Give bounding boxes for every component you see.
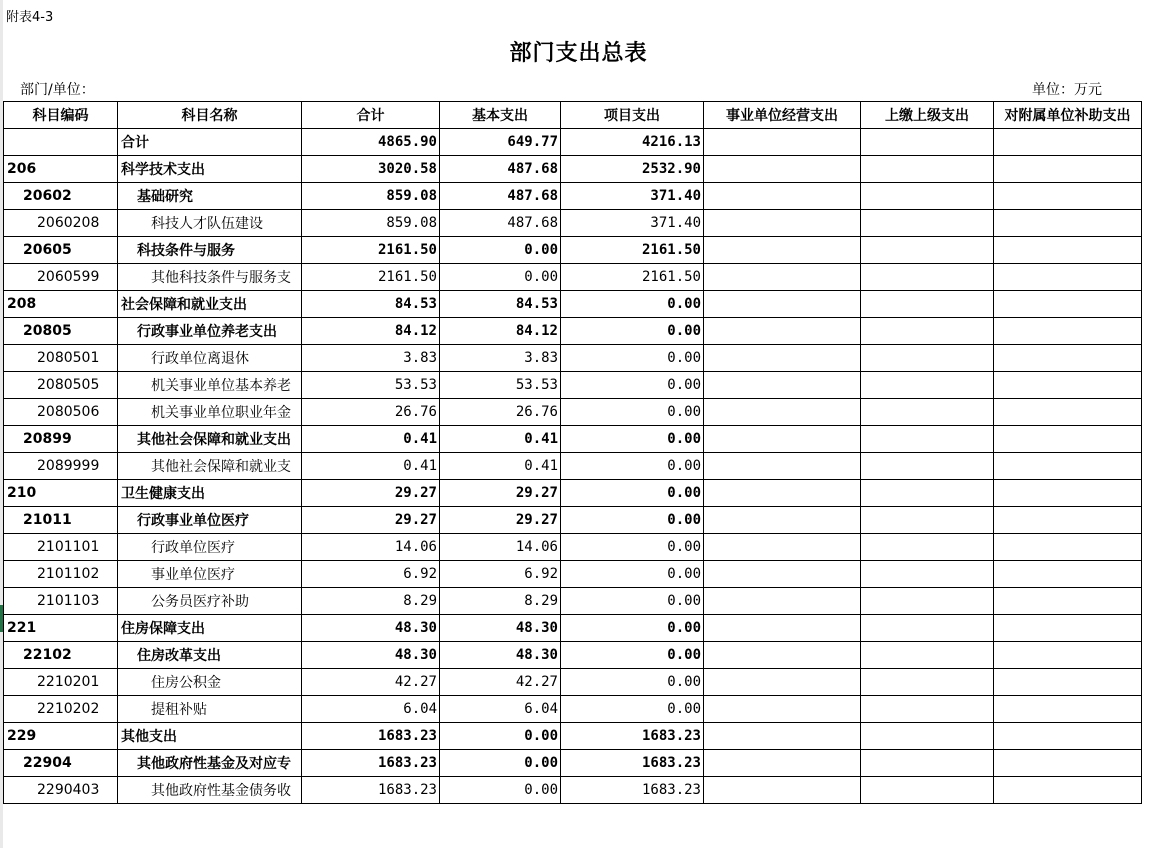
superior-cell[interactable] [861, 669, 994, 696]
business-cell[interactable] [704, 345, 861, 372]
business-cell[interactable] [704, 156, 861, 183]
project-cell[interactable]: 0.00 [561, 615, 704, 642]
basic-cell[interactable]: 48.30 [440, 642, 561, 669]
table-row [4, 723, 1142, 750]
superior-cell[interactable] [861, 399, 994, 426]
superior-cell[interactable] [861, 156, 994, 183]
project-cell[interactable]: 1683.23 [561, 723, 704, 750]
subsidy-cell[interactable] [994, 480, 1142, 507]
superior-cell[interactable] [861, 210, 994, 237]
basic-cell[interactable]: 649.77 [440, 129, 561, 156]
table-row [4, 426, 1142, 453]
unit-label: 单位：万元 [1032, 82, 1102, 98]
basic-cell[interactable]: 29.27 [440, 480, 561, 507]
basic-cell[interactable]: 0.00 [440, 237, 561, 264]
project-cell[interactable]: 371.40 [561, 183, 704, 210]
header-basic[interactable]: 基本支出 [440, 102, 561, 129]
page-title: 部门支出总表 [509, 41, 648, 66]
basic-cell[interactable]: 29.27 [440, 507, 561, 534]
subsidy-cell[interactable] [994, 777, 1142, 804]
basic-cell[interactable]: 0.00 [440, 264, 561, 291]
basic-cell[interactable]: 42.27 [440, 669, 561, 696]
total-cell[interactable]: 48.30 [302, 642, 440, 669]
code-cell[interactable]: 221 [4, 615, 118, 642]
basic-cell[interactable]: 0.00 [440, 750, 561, 777]
subsidy-cell[interactable] [994, 318, 1142, 345]
table-row [4, 750, 1142, 777]
total-cell[interactable]: 4865.90 [302, 129, 440, 156]
business-cell[interactable] [704, 642, 861, 669]
table-row [4, 156, 1142, 183]
table-row [4, 345, 1142, 372]
superior-cell[interactable] [861, 264, 994, 291]
subsidy-cell[interactable] [994, 507, 1142, 534]
superior-cell[interactable] [861, 237, 994, 264]
name-cell[interactable]: 提租补贴 [118, 696, 302, 723]
superior-cell[interactable] [861, 507, 994, 534]
total-cell[interactable]: 859.08 [302, 210, 440, 237]
subsidy-cell[interactable] [994, 183, 1142, 210]
sheet-label: 附表4-3 [6, 10, 54, 25]
project-cell[interactable]: 0.00 [561, 588, 704, 615]
project-cell[interactable]: 0.00 [561, 669, 704, 696]
total-cell[interactable]: 859.08 [302, 183, 440, 210]
basic-cell[interactable]: 0.00 [440, 777, 561, 804]
code-cell[interactable]: 20899 [4, 426, 118, 453]
code-cell[interactable]: 206 [4, 156, 118, 183]
subsidy-cell[interactable] [994, 237, 1142, 264]
basic-cell[interactable]: 84.12 [440, 318, 561, 345]
business-cell[interactable] [704, 318, 861, 345]
name-cell[interactable]: 住房公积金 [118, 669, 302, 696]
subsidy-cell[interactable] [994, 588, 1142, 615]
subsidy-cell[interactable] [994, 291, 1142, 318]
header-project[interactable]: 项目支出 [561, 102, 704, 129]
table-row [4, 183, 1142, 210]
code-cell[interactable]: 20602 [4, 183, 118, 210]
subsidy-cell[interactable] [994, 156, 1142, 183]
code-cell[interactable]: 208 [4, 291, 118, 318]
name-cell[interactable]: 行政单位离退休 [118, 345, 302, 372]
dept-label: 部门/单位： [20, 82, 95, 98]
subsidy-cell[interactable] [994, 210, 1142, 237]
business-cell[interactable] [704, 237, 861, 264]
code-cell[interactable]: 2080501 [4, 345, 118, 372]
total-cell[interactable]: 14.06 [302, 534, 440, 561]
name-cell[interactable]: 其他政府性基金及对应专 [118, 750, 302, 777]
name-cell[interactable]: 科技人才队伍建设 [118, 210, 302, 237]
code-cell[interactable]: 2089999 [4, 453, 118, 480]
table-row [4, 642, 1142, 669]
project-cell[interactable]: 0.00 [561, 561, 704, 588]
name-cell[interactable]: 卫生健康支出 [118, 480, 302, 507]
code-cell[interactable]: 2290403 [4, 777, 118, 804]
project-cell[interactable]: 2161.50 [561, 264, 704, 291]
superior-cell[interactable] [861, 777, 994, 804]
table-row [4, 237, 1142, 264]
project-cell[interactable]: 0.00 [561, 291, 704, 318]
basic-cell[interactable]: 8.29 [440, 588, 561, 615]
code-cell[interactable]: 210 [4, 480, 118, 507]
business-cell[interactable] [704, 183, 861, 210]
table-row [4, 480, 1142, 507]
code-cell[interactable]: 2060599 [4, 264, 118, 291]
superior-cell[interactable] [861, 588, 994, 615]
project-cell[interactable]: 2161.50 [561, 237, 704, 264]
superior-cell[interactable] [861, 183, 994, 210]
superior-cell[interactable] [861, 723, 994, 750]
table-row [4, 615, 1142, 642]
code-cell[interactable]: 2210201 [4, 669, 118, 696]
superior-cell[interactable] [861, 129, 994, 156]
total-cell[interactable]: 42.27 [302, 669, 440, 696]
project-cell[interactable]: 0.00 [561, 399, 704, 426]
business-cell[interactable] [704, 480, 861, 507]
superior-cell[interactable] [861, 453, 994, 480]
project-cell[interactable]: 1683.23 [561, 777, 704, 804]
subsidy-cell[interactable] [994, 129, 1142, 156]
basic-cell[interactable]: 26.76 [440, 399, 561, 426]
table-row [4, 291, 1142, 318]
header-subsidy[interactable]: 对附属单位补助支出 [994, 102, 1142, 129]
project-cell[interactable]: 0.00 [561, 426, 704, 453]
name-cell[interactable]: 住房保障支出 [118, 615, 302, 642]
subsidy-cell[interactable] [994, 723, 1142, 750]
table-row [4, 507, 1142, 534]
superior-cell[interactable] [861, 291, 994, 318]
business-cell[interactable] [704, 777, 861, 804]
name-cell[interactable]: 其他社会保障和就业支出 [118, 426, 302, 453]
business-cell[interactable] [704, 561, 861, 588]
code-cell[interactable]: 2060208 [4, 210, 118, 237]
basic-cell[interactable]: 0.41 [440, 426, 561, 453]
expenditure-table [3, 101, 1142, 804]
name-cell[interactable]: 机关事业单位基本养老 [118, 372, 302, 399]
table-row [4, 696, 1142, 723]
code-cell[interactable]: 22102 [4, 642, 118, 669]
subsidy-cell[interactable] [994, 642, 1142, 669]
total-cell[interactable]: 2161.50 [302, 237, 440, 264]
name-cell[interactable]: 科学技术支出 [118, 156, 302, 183]
code-cell[interactable]: 2101101 [4, 534, 118, 561]
table-row [4, 588, 1142, 615]
total-cell[interactable]: 3.83 [302, 345, 440, 372]
table-row [4, 669, 1142, 696]
basic-cell[interactable]: 6.04 [440, 696, 561, 723]
project-cell[interactable]: 371.40 [561, 210, 704, 237]
total-cell[interactable]: 1683.23 [302, 723, 440, 750]
business-cell[interactable] [704, 669, 861, 696]
total-cell[interactable]: 8.29 [302, 588, 440, 615]
total-cell[interactable]: 6.04 [302, 696, 440, 723]
superior-cell[interactable] [861, 480, 994, 507]
subsidy-cell[interactable] [994, 426, 1142, 453]
project-cell[interactable]: 0.00 [561, 318, 704, 345]
total-cell[interactable]: 0.41 [302, 426, 440, 453]
superior-cell[interactable] [861, 561, 994, 588]
name-cell[interactable]: 科技条件与服务 [118, 237, 302, 264]
subsidy-cell[interactable] [994, 669, 1142, 696]
table-row [4, 534, 1142, 561]
name-cell[interactable]: 其他科技条件与服务支 [118, 264, 302, 291]
project-cell[interactable]: 1683.23 [561, 750, 704, 777]
business-cell[interactable] [704, 696, 861, 723]
project-cell[interactable]: 0.00 [561, 507, 704, 534]
total-cell[interactable]: 6.92 [302, 561, 440, 588]
business-cell[interactable] [704, 426, 861, 453]
name-cell[interactable]: 其他支出 [118, 723, 302, 750]
name-cell[interactable]: 公务员医疗补助 [118, 588, 302, 615]
subsidy-cell[interactable] [994, 264, 1142, 291]
basic-cell[interactable]: 53.53 [440, 372, 561, 399]
basic-cell[interactable]: 487.68 [440, 183, 561, 210]
total-cell[interactable]: 1683.23 [302, 777, 440, 804]
total-cell[interactable]: 84.53 [302, 291, 440, 318]
superior-cell[interactable] [861, 750, 994, 777]
table-row [4, 777, 1142, 804]
total-cell[interactable]: 29.27 [302, 507, 440, 534]
total-cell[interactable]: 0.41 [302, 453, 440, 480]
name-cell[interactable]: 行政单位医疗 [118, 534, 302, 561]
business-cell[interactable] [704, 264, 861, 291]
code-cell[interactable]: 20805 [4, 318, 118, 345]
total-cell[interactable]: 3020.58 [302, 156, 440, 183]
subsidy-cell[interactable] [994, 534, 1142, 561]
table-row [4, 561, 1142, 588]
name-cell[interactable]: 合计 [118, 129, 302, 156]
total-cell[interactable]: 26.76 [302, 399, 440, 426]
code-cell[interactable]: 21011 [4, 507, 118, 534]
business-cell[interactable] [704, 588, 861, 615]
subsidy-cell[interactable] [994, 372, 1142, 399]
business-cell[interactable] [704, 615, 861, 642]
basic-cell[interactable]: 487.68 [440, 210, 561, 237]
name-cell[interactable]: 其他政府性基金债务收 [118, 777, 302, 804]
subsidy-cell[interactable] [994, 615, 1142, 642]
header-code[interactable]: 科目编码 [4, 102, 118, 129]
basic-cell[interactable]: 6.92 [440, 561, 561, 588]
business-cell[interactable] [704, 399, 861, 426]
basic-cell[interactable]: 14.06 [440, 534, 561, 561]
name-cell[interactable]: 基础研究 [118, 183, 302, 210]
superior-cell[interactable] [861, 345, 994, 372]
superior-cell[interactable] [861, 696, 994, 723]
basic-cell[interactable]: 0.41 [440, 453, 561, 480]
project-cell[interactable]: 0.00 [561, 453, 704, 480]
business-cell[interactable] [704, 372, 861, 399]
code-cell[interactable]: 2210202 [4, 696, 118, 723]
superior-cell[interactable] [861, 426, 994, 453]
total-cell[interactable]: 2161.50 [302, 264, 440, 291]
total-cell[interactable]: 84.12 [302, 318, 440, 345]
table-row [4, 264, 1142, 291]
business-cell[interactable] [704, 210, 861, 237]
business-cell[interactable] [704, 129, 861, 156]
subsidy-cell[interactable] [994, 750, 1142, 777]
name-cell[interactable]: 社会保障和就业支出 [118, 291, 302, 318]
name-cell[interactable]: 事业单位医疗 [118, 561, 302, 588]
business-cell[interactable] [704, 507, 861, 534]
table-row [4, 210, 1142, 237]
subsidy-cell[interactable] [994, 345, 1142, 372]
superior-cell[interactable] [861, 615, 994, 642]
header-name[interactable]: 科目名称 [118, 102, 302, 129]
table-row [4, 399, 1142, 426]
header-business[interactable]: 事业单位经营支出 [704, 102, 861, 129]
superior-cell[interactable] [861, 372, 994, 399]
code-cell[interactable]: 229 [4, 723, 118, 750]
project-cell[interactable]: 2532.90 [561, 156, 704, 183]
subsidy-cell[interactable] [994, 561, 1142, 588]
project-cell[interactable]: 4216.13 [561, 129, 704, 156]
subsidy-cell[interactable] [994, 453, 1142, 480]
code-cell[interactable]: 2101103 [4, 588, 118, 615]
name-cell[interactable]: 住房改革支出 [118, 642, 302, 669]
project-cell[interactable]: 0.00 [561, 534, 704, 561]
superior-cell[interactable] [861, 318, 994, 345]
code-cell[interactable] [4, 129, 118, 156]
subsidy-cell[interactable] [994, 696, 1142, 723]
project-cell[interactable]: 0.00 [561, 345, 704, 372]
header-total[interactable]: 合计 [302, 102, 440, 129]
basic-cell[interactable]: 487.68 [440, 156, 561, 183]
header-row [4, 102, 1142, 129]
basic-cell[interactable]: 0.00 [440, 723, 561, 750]
basic-cell[interactable]: 84.53 [440, 291, 561, 318]
basic-cell[interactable]: 48.30 [440, 615, 561, 642]
basic-cell[interactable]: 3.83 [440, 345, 561, 372]
total-cell[interactable]: 1683.23 [302, 750, 440, 777]
name-cell[interactable]: 行政事业单位医疗 [118, 507, 302, 534]
total-cell[interactable]: 48.30 [302, 615, 440, 642]
table-row [4, 129, 1142, 156]
code-cell[interactable]: 2080505 [4, 372, 118, 399]
business-cell[interactable] [704, 750, 861, 777]
table-row [4, 372, 1142, 399]
project-cell[interactable]: 0.00 [561, 642, 704, 669]
total-cell[interactable]: 29.27 [302, 480, 440, 507]
table-row [4, 318, 1142, 345]
project-cell[interactable]: 0.00 [561, 480, 704, 507]
project-cell[interactable]: 0.00 [561, 372, 704, 399]
superior-cell[interactable] [861, 534, 994, 561]
name-cell[interactable]: 机关事业单位职业年金 [118, 399, 302, 426]
superior-cell[interactable] [861, 642, 994, 669]
total-cell[interactable]: 53.53 [302, 372, 440, 399]
name-cell[interactable]: 行政事业单位养老支出 [118, 318, 302, 345]
name-cell[interactable]: 其他社会保障和就业支 [118, 453, 302, 480]
code-cell[interactable]: 22904 [4, 750, 118, 777]
code-cell[interactable]: 2080506 [4, 399, 118, 426]
subsidy-cell[interactable] [994, 399, 1142, 426]
business-cell[interactable] [704, 534, 861, 561]
business-cell[interactable] [704, 453, 861, 480]
business-cell[interactable] [704, 291, 861, 318]
code-cell[interactable]: 20605 [4, 237, 118, 264]
project-cell[interactable]: 0.00 [561, 696, 704, 723]
table-row [4, 453, 1142, 480]
business-cell[interactable] [704, 723, 861, 750]
code-cell[interactable]: 2101102 [4, 561, 118, 588]
header-superior[interactable]: 上缴上级支出 [861, 102, 994, 129]
